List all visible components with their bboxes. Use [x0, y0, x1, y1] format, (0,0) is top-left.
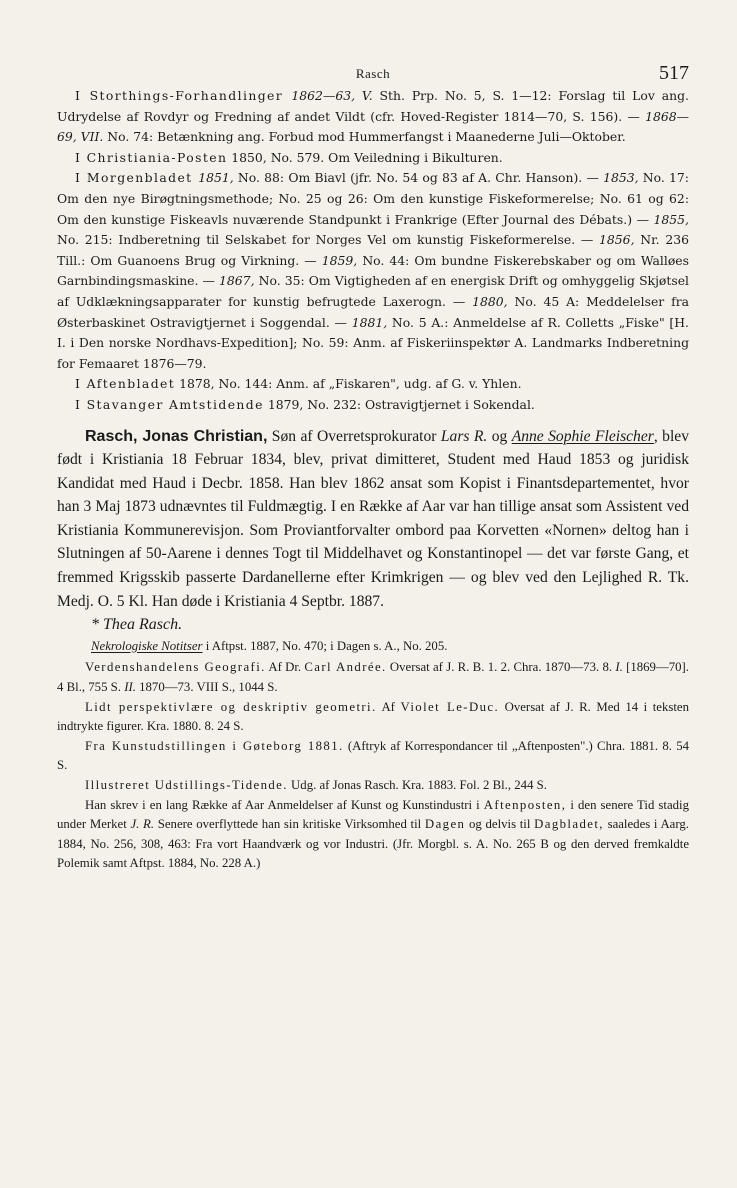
mother-name: Anne Sophie Fleischer	[511, 427, 654, 445]
page-number: 517	[659, 62, 689, 84]
spouse-line: * Thea Rasch.	[91, 616, 183, 634]
bibliography-entry: I Stavanger Amtstidende 1879, No. 232: Ostravigtjernet i Sokendal.	[75, 396, 535, 412]
bibliography-entry: I Storthings-Forhandlinger 1862—63, V. Sth. Prp. No. 5, S. 1—12: Forslag til Lov ang. Udrydelse af Rovdyr og Fredning af andet Vildt (cfr. Hoved-Register 1814—70, S. 156). — 1868—69, VII. No. 74: Betænkning ang. Forbud mod Hummerfangst i Maanederne Juli—Oktober.	[57, 88, 689, 145]
work-entry: Verdenshandelens Geografi. Af Dr. Carl Andrée. Oversat af J. R. B. 1. 2. Chra. 1870—73. 8. I. [1869—70]. 4 Bl., 755 S. II. 1870—73. VIII S., 1044 S.	[57, 660, 689, 695]
spouse-name: Thea Rasch.	[103, 616, 183, 634]
bibliography-entry: I Christiania-Posten 1850, No. 579. Om Veiledning i Bikulturen.	[75, 149, 503, 165]
obituary-source: Nekrologiske Notitser i Aftpst. 1887, No. 470; i Dagen s. A., No. 205.	[91, 638, 448, 653]
work-entry: Illustreret Udstillings-Tidende. Udg. af Jonas Rasch. Kra. 1883. Fol. 2 Bl., 244 S.	[85, 778, 547, 792]
running-header	[57, 60, 689, 86]
works-list	[57, 658, 689, 874]
biography-paragraph: Rasch, Jonas Christian, Søn af Overretsprokurator Lars R. og Anne Sophie Fleischer, blev født i Kristiania 18 Februar 1834, blev, privat dimitteret, Student med Haud 1853 og juridisk Kandidat med Haud i Decbr. 1858. Han blev 1862 ansat som Kopist i Finantsdepartementet, hvor han 3 Maj 1873 udnævntes til Fuldmægtig. I en Række af Aar var han tillige ansat som Assistent ved Kristiania Kommunerevisjon. Som Proviantforvalter ombord paa Korvetten «Nornen» deltog han i Slutningen af 50-Aarene i dennes Togt til Middelhavet og Konstantinopel — det var første Gang, et fremmed Krigsskib passerte Dardanellerne efter Krimkrigen — og blev ved den Lejlighed R. Tk. Medj. O. 5 Kl. Han døde i Kristiania 4 Septbr. 1887.	[57, 427, 690, 610]
biography	[57, 425, 689, 657]
work-entry: Lidt perspektivlære og deskriptiv geometri. Af Violet Le-Duc. Oversat af J. R. Med 14 i teksten indtrykte figurer. Kra. 1880. 8. 24 S.	[57, 699, 689, 734]
work-entry: Fra Kunstudstillingen i Gøteborg 1881. (Aftryk af Korrespondancer til „Aftenposten".) Chra. 1881. 8. 54 S.	[57, 738, 689, 773]
bibliography-entry: I Aftenbladet 1878, No. 144: Anm. af „Fiskaren", udg. af G. v. Yhlen.	[75, 376, 522, 392]
fraktur-entries	[57, 86, 689, 416]
bibliography-entry: I Morgenbladet 1851, No. 88: Om Biavl (jfr. No. 54 og 83 af A. Chr. Hanson). — 1853, No. 17: Om den nye Birøgtningsmethode; No. 25 og 26: Om den kunstige Fiskeformerelse; No. 61 og 62: Om den kunstige Fiskeavls nuværende Standpunkt i Frankrige (Efter Journal des Débats.) — 1855, No. 215: Indberetning til Selskabet for Norges Vel om kunstig Fiskeformerelse. — 1856, Nr. 236 Till.: Om Guanoens Brug og Virkning. — 1859, No. 44: Om bundne Fiskerebskaber og om Walløes Garnbindingsmaskine. — 1867, No. 35: Om Vigtigheden af en energisk Drift og omhyggelig Skjøtsel af Udklækningsapparater for kunstig befrugtede Laxerogn. — 1880, No. 45 A: Meddelelser fra Østerbaskinet Ostravigtjernet i Soggendal. — 1881, No. 5 A.: Anmeldelse af R. Colletts „Fiske" [H. I. i Den norske Nordhavs-Expedition]; No. 59: Anm. af Fiskeriinspektør A. Landmarks Indberetning for Femaaret 1876—79.	[57, 170, 690, 371]
work-note: Han skrev i en lang Række af Aar Anmeldelser af Kunst og Kunstindustri i Aftenposten, i den senere Tid stadig under Merket J. R. Senere overflyttede han sin kritiske Virksomhed til Dagen og delvis til Dagbladet, saaledes i Aarg. 1884, No. 256, 308, 463: Fra vort Haandværk og vor Industri. (Jfr. Morgbl. s. A. No. 265 B og den derved fremkaldte Polemik samt Aftpst. 1884, No. 228 A.)	[57, 797, 689, 871]
running-title: Rasch	[355, 66, 391, 81]
person-name: Rasch, Jonas Christian,	[85, 427, 268, 445]
father-name: Lars R.	[440, 427, 488, 445]
book-page	[57, 60, 689, 874]
